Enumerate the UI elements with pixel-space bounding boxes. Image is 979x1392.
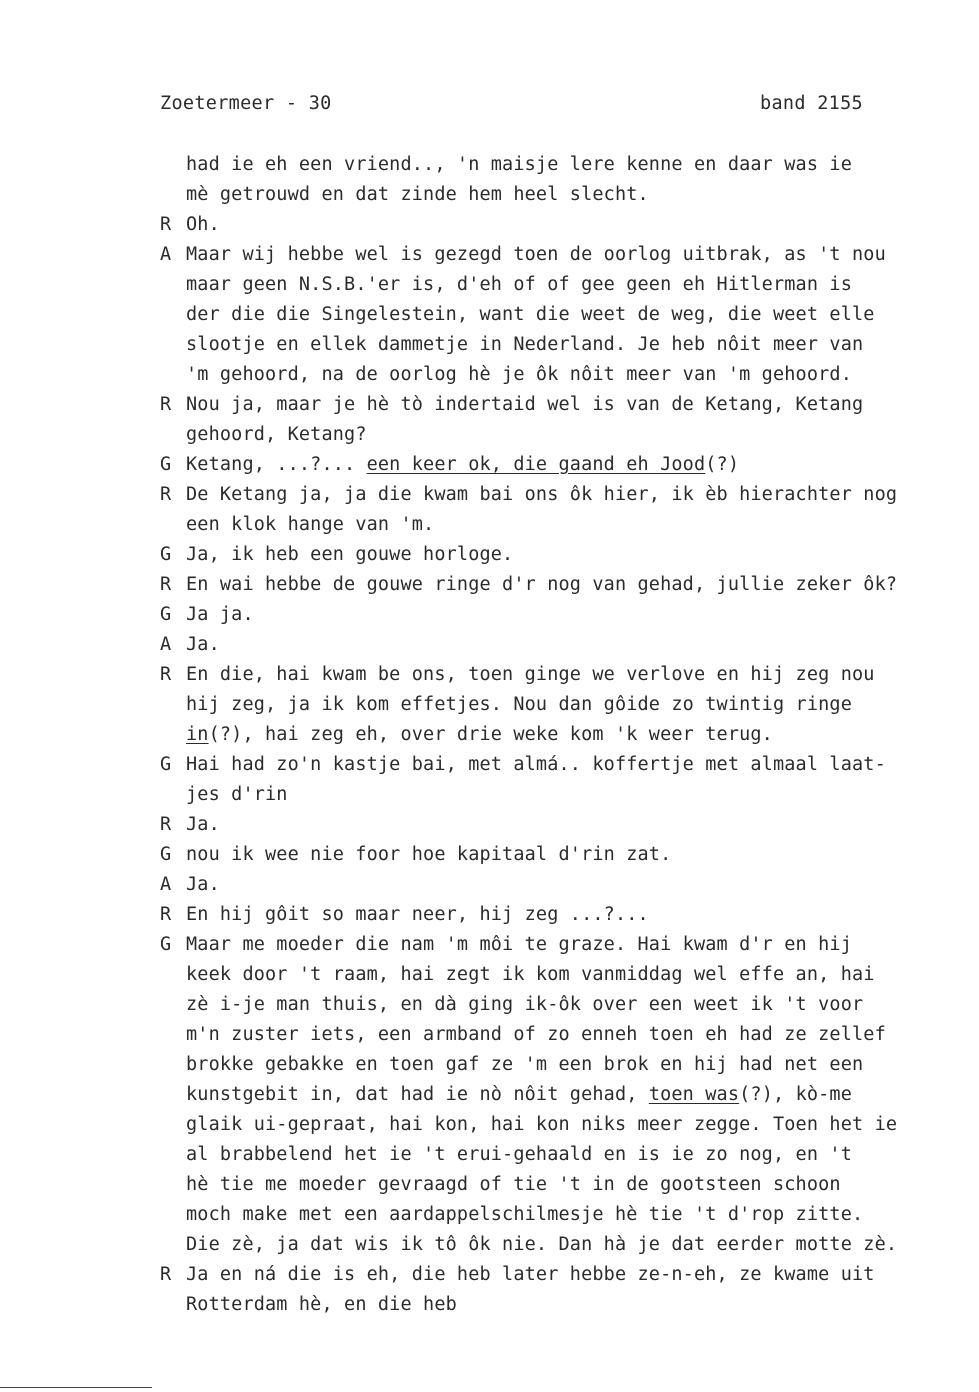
- line-text: had ie eh een vriend.., 'n maisje lere kenne en daar was ie: [186, 154, 852, 175]
- utterance: [186, 450, 970, 480]
- line-text: glaik ui-gepraat, hai kon, hai kon niks meer zegge. Toen het ie: [186, 1114, 898, 1135]
- speaker-label: G: [160, 934, 172, 955]
- text-line: [186, 360, 970, 390]
- line-text: mè getrouwd en dat zinde hem heel slecht.: [186, 184, 649, 205]
- speaker-label: G: [160, 844, 172, 865]
- text-line: [186, 1080, 970, 1110]
- transcript-entry: [160, 450, 970, 480]
- text-line: [186, 1020, 970, 1050]
- header-tape-number: band 2155: [760, 93, 863, 114]
- line-text: Maar wij hebbe wel is gezegd toen de oorlog uitbrak, as 't nou: [186, 244, 886, 265]
- text-line: [186, 840, 970, 870]
- line-text: nou ik wee nie foor hoe kapitaal d'rin zat.: [186, 844, 672, 865]
- line-text: De Ketang ja, ja die kwam bai ons ôk hier, ik èb hierachter nog: [186, 484, 898, 505]
- text-line: [186, 1110, 970, 1140]
- line-text: een klok hange van 'm.: [186, 514, 435, 535]
- text-line: [186, 540, 970, 570]
- text-line: [186, 990, 970, 1020]
- line-text: hij zeg, ja ik kom effetjes. Nou dan gôide zo twintig ringe: [186, 694, 852, 715]
- text-line: [186, 480, 970, 510]
- speaker-label: G: [160, 604, 172, 625]
- text-line: [186, 1140, 970, 1170]
- line-text: Ja en ná die is eh, die heb later hebbe ze-n-eh, ze kwame uit: [186, 1264, 875, 1285]
- text-line: [186, 1200, 970, 1230]
- speaker-label: G: [160, 544, 172, 565]
- text-line: [186, 870, 970, 900]
- utterance: [186, 150, 970, 210]
- text-line: [186, 150, 970, 180]
- text-line: [186, 420, 970, 450]
- line-text: der die die Singelestein, want die weet de weg, die weet elle: [186, 304, 875, 325]
- text-line: [186, 780, 970, 810]
- line-text: slootje en ellek dammetje in Nederland. Je heb nôit meer van: [186, 334, 864, 355]
- text-line: [186, 330, 970, 360]
- text-line: [186, 240, 970, 270]
- text-line: [186, 660, 970, 690]
- line-text: gehoord, Ketang?: [186, 424, 367, 445]
- line-text: Die zè, ja dat wis ik tô ôk nie. Dan hà je dat eerder motte zè.: [186, 1234, 898, 1255]
- transcript-entry: [160, 750, 970, 810]
- utterance: [186, 660, 970, 750]
- utterance: [186, 1260, 970, 1320]
- text-line: [186, 570, 970, 600]
- line-text: 'm gehoord, na de oorlog hè je ôk nôit meer van 'm gehoord.: [186, 364, 852, 385]
- text-line: [186, 270, 970, 300]
- line-text: Ja, ik heb een gouwe horloge.: [186, 544, 514, 565]
- text-line: [186, 810, 970, 840]
- header-location: Zoetermeer - 30: [160, 93, 332, 114]
- transcript-entry: [160, 660, 970, 750]
- text-line: [186, 1260, 970, 1290]
- line-text: hè tie me moeder gevraagd of tie 't in de gootsteen schoon: [186, 1174, 841, 1195]
- transcript-entry: [160, 480, 970, 540]
- text-line: [186, 930, 970, 960]
- speaker-label: R: [160, 1264, 172, 1285]
- text-line: [186, 390, 970, 420]
- line-text: Nou ja, maar je hè tò indertaid wel is van de Ketang, Ketang: [186, 394, 864, 415]
- transcript-entry: [160, 1260, 970, 1320]
- line-text: (?), kò-me: [739, 1084, 853, 1105]
- text-line: [186, 1170, 970, 1200]
- line-text: Ja.: [186, 874, 220, 895]
- line-text: Oh.: [186, 214, 220, 235]
- utterance: [186, 750, 970, 810]
- text-line: [186, 180, 970, 210]
- transcript-entry: [160, 150, 970, 210]
- utterance: [186, 840, 970, 870]
- underlined-uncertain-text: in: [186, 724, 209, 745]
- line-text: En die, hai kwam be ons, toen ginge we verlove en hij zeg nou: [186, 664, 875, 685]
- speaker-label: R: [160, 574, 172, 595]
- line-text: Ja.: [186, 814, 220, 835]
- text-line: [186, 1290, 970, 1320]
- transcript-entry: [160, 240, 970, 390]
- transcript-entry: [160, 630, 970, 660]
- line-text: En wai hebbe de gouwe ringe d'r nog van gehad, jullie zeker ôk?: [186, 574, 898, 595]
- text-line: [186, 210, 970, 240]
- speaker-label: A: [160, 244, 172, 265]
- underlined-uncertain-text: een keer ok, die gaand eh Jood: [366, 454, 706, 475]
- line-text: Maar me moeder die nam 'm môi te graze. Hai kwam d'r en hij: [186, 934, 852, 955]
- text-line: [186, 750, 970, 780]
- speaker-label: G: [160, 454, 172, 475]
- transcript: [160, 150, 970, 1320]
- line-text: al brabbelend het ie 't erui-gehaald en is ie zo nog, en 't: [186, 1144, 852, 1165]
- transcript-entry: [160, 840, 970, 870]
- speaker-label: R: [160, 664, 172, 685]
- utterance: [186, 210, 970, 240]
- text-line: [186, 690, 970, 720]
- line-text: jes d'rin: [186, 784, 288, 805]
- underlined-uncertain-text: toen was: [648, 1084, 740, 1105]
- utterance: [186, 900, 970, 930]
- transcript-entry: [160, 540, 970, 570]
- utterance: [186, 870, 970, 900]
- line-text: kunstgebit in, dat had ie nò nôit gehad,: [186, 1084, 649, 1105]
- utterance: [186, 630, 970, 660]
- speaker-label: R: [160, 814, 172, 835]
- text-line: [186, 300, 970, 330]
- utterance: [186, 480, 970, 540]
- speaker-label: R: [160, 394, 172, 415]
- line-text: moch make met een aardappelschilmesje hè tie 't d'rop zitte.: [186, 1204, 864, 1225]
- text-line: [186, 450, 970, 480]
- line-text: m'n zuster iets, een armband of zo enneh toen eh had ze zellef: [186, 1024, 886, 1045]
- transcript-entry: [160, 810, 970, 840]
- text-line: [186, 510, 970, 540]
- speaker-label: R: [160, 904, 172, 925]
- line-text: maar geen N.S.B.'er is, d'eh of of gee geen eh Hitlerman is: [186, 274, 852, 295]
- line-text: keek door 't raam, hai zegt ik kom vanmiddag wel effe an, hai: [186, 964, 875, 985]
- transcript-entry: [160, 600, 970, 630]
- transcript-entry: [160, 900, 970, 930]
- speaker-label: R: [160, 214, 172, 235]
- speaker-label: A: [160, 634, 172, 655]
- utterance: [186, 390, 970, 450]
- line-text: Hai had zo'n kastje bai, met almá.. koffertje met almaal laat-: [186, 754, 886, 775]
- transcript-entry: [160, 210, 970, 240]
- line-text: brokke gebakke en toen gaf ze 'm een brok en hij had net een: [186, 1054, 864, 1075]
- text-line: [186, 1230, 970, 1260]
- text-line: [186, 630, 970, 660]
- utterance: [186, 600, 970, 630]
- line-text: En hij gôit so maar neer, hij zeg ...?...: [186, 904, 649, 925]
- line-text: zè i-je man thuis, en dà ging ik-ôk over een weet ik 't voor: [186, 994, 864, 1015]
- utterance: [186, 810, 970, 840]
- utterance: [186, 930, 970, 1260]
- text-line: [186, 1050, 970, 1080]
- utterance: [186, 570, 970, 600]
- text-line: [186, 720, 970, 750]
- text-line: [186, 600, 970, 630]
- text-line: [186, 900, 970, 930]
- transcript-entry: [160, 390, 970, 450]
- transcript-entry: [160, 570, 970, 600]
- line-text: (?): [705, 454, 740, 475]
- text-line: [186, 960, 970, 990]
- utterance: [186, 240, 970, 390]
- speaker-label: A: [160, 874, 172, 895]
- line-text: (?), hai zeg eh, over drie weke kom 'k weer terug.: [208, 724, 773, 745]
- speaker-label: G: [160, 754, 172, 775]
- transcript-entry: [160, 870, 970, 900]
- speaker-label: R: [160, 484, 172, 505]
- utterance: [186, 540, 970, 570]
- line-text: Rotterdam hè, en die heb: [186, 1294, 457, 1315]
- line-text: Ketang, ...?...: [186, 454, 367, 475]
- footnote-rule: [0, 1387, 152, 1388]
- line-text: Ja ja.: [186, 604, 254, 625]
- transcript-entry: [160, 930, 970, 1260]
- line-text: Ja.: [186, 634, 220, 655]
